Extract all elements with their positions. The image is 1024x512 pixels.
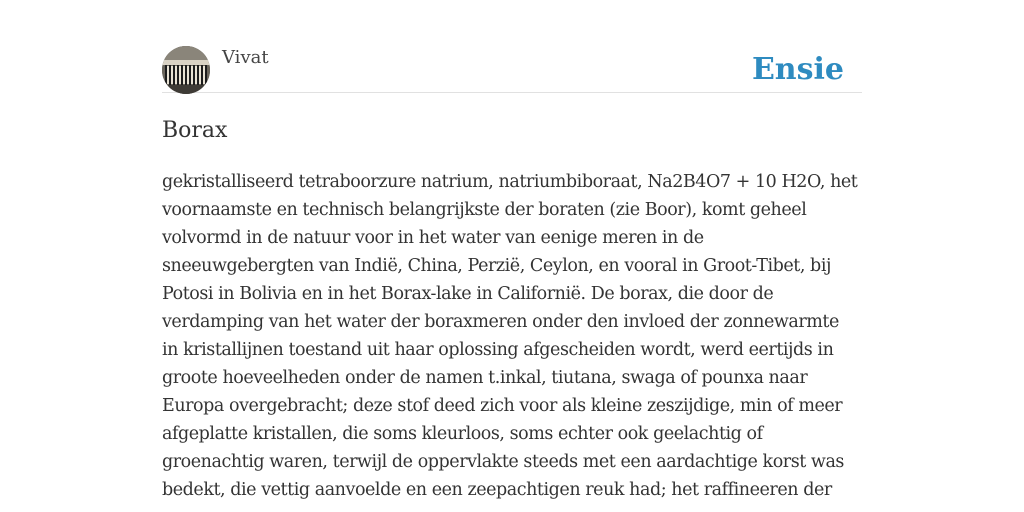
body-line: groenachtig waren, terwijl de oppervlakte steeds met een aardachtige korst was (162, 452, 844, 472)
body-line: voornaamste en technisch belangrijkste der boraten (zie Boor), komt geheel (162, 200, 807, 220)
author-avatar[interactable] (162, 46, 210, 94)
header (162, 46, 862, 93)
body-line: afgeplatte kristallen, die soms kleurloos, soms echter ook geelachtig of (162, 424, 763, 444)
body-line: groote hoeveelheden onder de namen t.inkal, tiutana, swaga of pounxa naar (162, 368, 808, 388)
body-line: Potosi in Bolivia en in het Borax-lake in Californië. De borax, die door de (162, 284, 774, 304)
body-line: verdamping van het water der boraxmeren onder den invloed der zonnewarmte (162, 312, 839, 332)
article-body (162, 168, 862, 504)
body-line: bedekt, die vettig aanvoelde en een zeepachtigen reuk had; het raffineeren der (162, 480, 832, 500)
bookshelf-avatar-icon (162, 46, 210, 94)
body-line: in kristallijnen toestand uit haar oplossing afgescheiden wordt, werd eertijds in (162, 340, 834, 360)
body-line: gekristalliseerd tetraboorzure natrium, natriumbiboraat, Na2B4O7 + 10 H2O, het (162, 172, 858, 192)
article-title: Borax (162, 118, 228, 143)
body-line: Europa overgebracht; deze stof deed zich voor als kleine zeszijdige, min of meer (162, 396, 843, 416)
author-name[interactable]: Vivat (222, 47, 269, 68)
body-line: sneeuwgebergten van Indië, China, Perzië, Ceylon, en vooral in Groot-Tibet, bij (162, 256, 831, 276)
body-line: volvormd in de natuur voor in het water van eenige meren in de (162, 228, 704, 248)
brand-logo[interactable]: Ensie (751, 52, 844, 87)
